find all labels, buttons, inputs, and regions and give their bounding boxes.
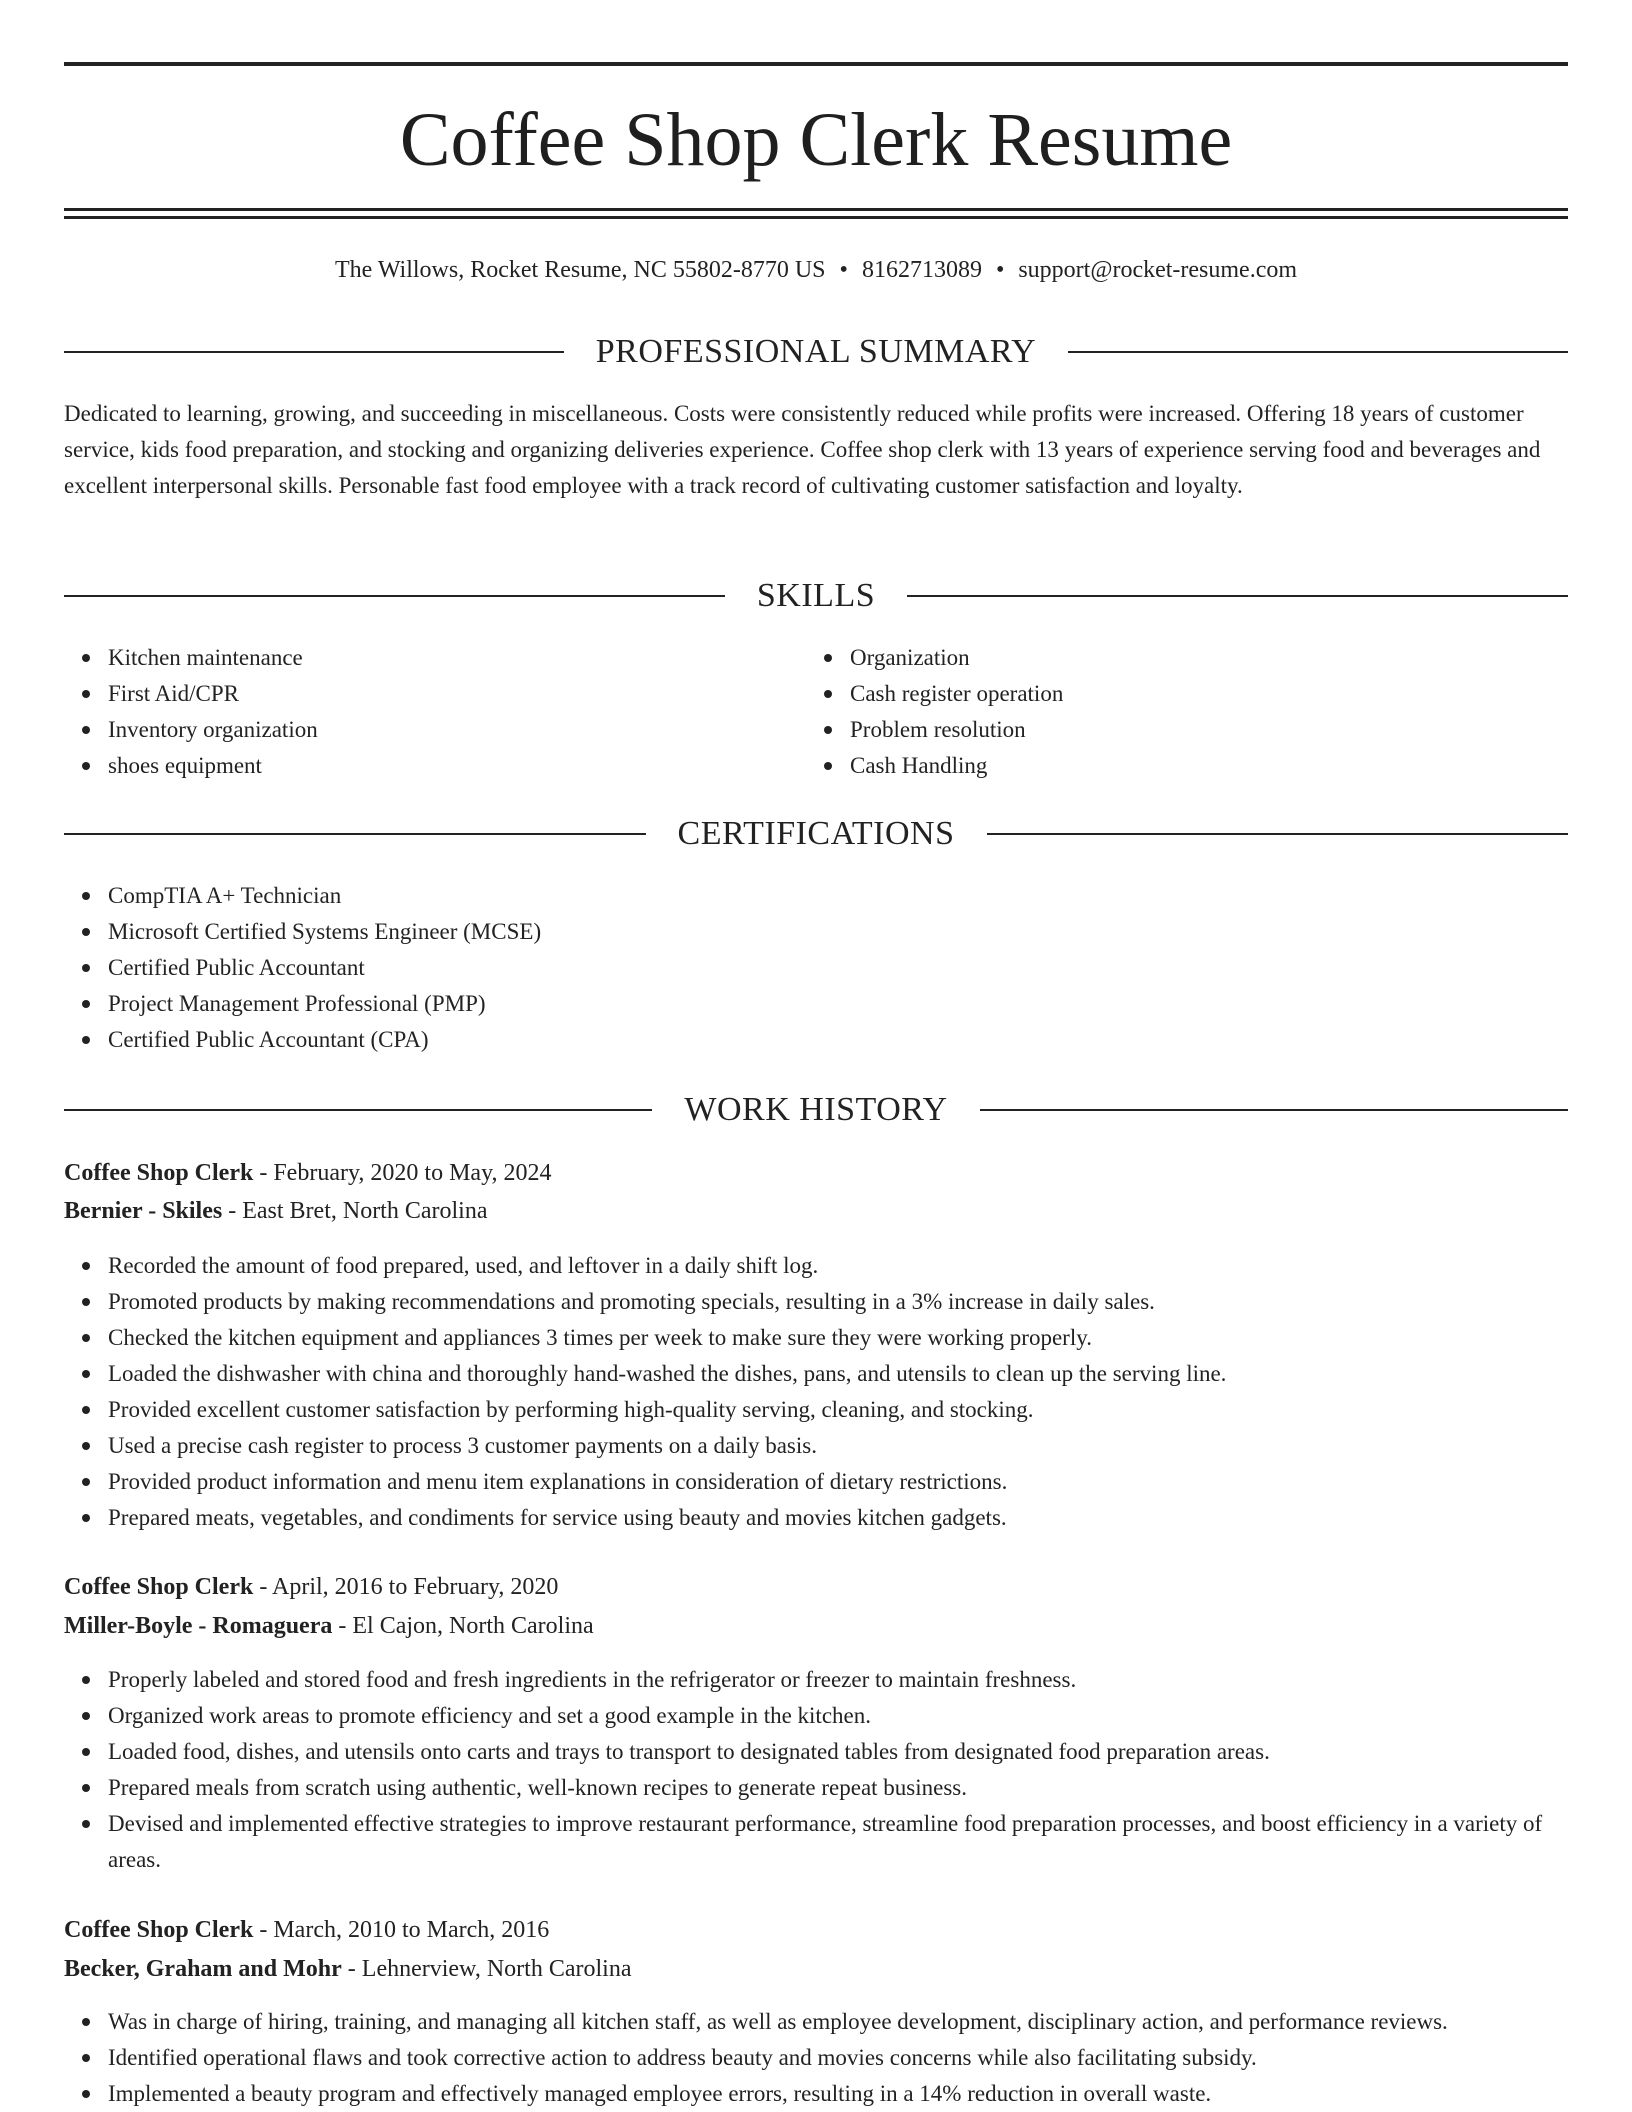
- title-rule-lower: [64, 216, 1568, 219]
- job-bullet: Properly labeled and stored food and fresh ingredients in the refrigerator or freezer to maintain freshness.: [108, 1662, 1568, 1698]
- job-bullet: Organized work areas to promote efficiency and set a good example in the kitchen.: [108, 1698, 1568, 1734]
- dash: -: [341, 1956, 362, 1982]
- contact-address: The Willows, Rocket Resume, NC 55802-8770 US: [334, 257, 826, 283]
- title-rule-upper: [64, 208, 1568, 211]
- job-dates: March, 2010 to March, 2016: [273, 1917, 550, 1943]
- skill-item: Cash register operation: [850, 676, 1550, 712]
- job-company: Becker, Graham and Mohr: [64, 1956, 342, 1982]
- skills-list-left: [64, 640, 808, 784]
- section-heading-work-history: [64, 1088, 1568, 1132]
- heading-rule: [980, 1109, 1568, 1111]
- job-title: Coffee Shop Clerk: [64, 1160, 254, 1186]
- skill-item: Kitchen maintenance: [108, 640, 808, 676]
- section-heading-summary: [64, 330, 1568, 374]
- contact-separator: •: [995, 257, 1005, 283]
- contact-email: support@rocket-resume.com: [1018, 257, 1298, 283]
- job-title: Coffee Shop Clerk: [64, 1917, 254, 1943]
- section-heading-skills: [64, 574, 1568, 618]
- dash: -: [332, 1613, 353, 1639]
- heading-rule: [64, 1109, 652, 1111]
- heading-rule: [64, 595, 725, 597]
- job-bullets: [64, 2004, 1588, 2112]
- section-title: PROFESSIONAL SUMMARY: [595, 333, 1037, 370]
- job-company-line: [64, 1192, 1568, 1230]
- job-title: Coffee Shop Clerk: [64, 1574, 254, 1600]
- skill-item: shoes equipment: [108, 748, 808, 784]
- section-title: WORK HISTORY: [684, 1091, 948, 1128]
- contact-separator: •: [839, 257, 848, 283]
- job-bullet: Checked the kitchen equipment and appliances 3 times per week to make sure they were working properly.: [108, 1320, 1568, 1356]
- contact-phone: 8162713089: [861, 257, 982, 283]
- job-company-line: [64, 1607, 1568, 1645]
- job-company: Bernier - Skiles: [64, 1198, 223, 1224]
- job-bullet: Was in charge of hiring, training, and managing all kitchen staff, as well as employee development, disciplinary action, and performance reviews.: [108, 2004, 1588, 2040]
- job-company-line: [64, 1950, 1568, 1988]
- job-title-line: [64, 1568, 1568, 1606]
- section-title: SKILLS: [756, 577, 876, 614]
- job-title-line: [64, 1154, 1568, 1192]
- certification-item: Microsoft Certified Systems Engineer (MCSE): [108, 914, 1568, 950]
- page-title: Coffee Shop Clerk Resume: [399, 98, 1233, 182]
- heading-rule: [64, 351, 564, 353]
- job-title-line: [64, 1911, 1568, 1949]
- heading-rule: [64, 833, 646, 835]
- skills-list-right: [806, 640, 1550, 784]
- job-bullet: Identified operational flaws and took corrective action to address beauty and movies concerns while also facilitating subsidy.: [108, 2040, 1588, 2076]
- job-dates: February, 2020 to May, 2024: [273, 1160, 552, 1186]
- heading-rule: [1068, 351, 1568, 353]
- heading-rule: [987, 833, 1569, 835]
- certifications-list: [64, 878, 1568, 1058]
- section-heading-certifications: [64, 812, 1568, 856]
- certification-item: Certified Public Accountant: [108, 950, 1568, 986]
- job-location: East Bret, North Carolina: [242, 1198, 488, 1224]
- section-title: CERTIFICATIONS: [677, 815, 955, 852]
- skill-item: Inventory organization: [108, 712, 808, 748]
- job-dates: April, 2016 to February, 2020: [272, 1574, 559, 1600]
- certification-item: Project Management Professional (PMP): [108, 986, 1568, 1022]
- skill-item: First Aid/CPR: [108, 676, 808, 712]
- skill-item: Organization: [850, 640, 1550, 676]
- job-bullet: Devised and implemented effective strategies to improve restaurant performance, streamline food preparation processes, and boost efficiency in a variety of areas.: [108, 1806, 1568, 1878]
- heading-rule: [907, 595, 1568, 597]
- dash: -: [253, 1574, 272, 1600]
- job-location: El Cajon, North Carolina: [352, 1613, 594, 1639]
- job-bullet: Provided excellent customer satisfaction by performing high-quality serving, cleaning, and stocking.: [108, 1392, 1568, 1428]
- job-bullet: Prepared meats, vegetables, and condiments for service using beauty and movies kitchen gadgets.: [108, 1500, 1568, 1536]
- dash: -: [253, 1160, 274, 1186]
- job-bullet: Recorded the amount of food prepared, used, and leftover in a daily shift log.: [108, 1248, 1568, 1284]
- skill-item: Problem resolution: [850, 712, 1550, 748]
- job-bullet: Implemented a beauty program and effectively managed employee errors, resulting in a 14% reduction in overall waste.: [108, 2076, 1588, 2112]
- job-bullet: Promoted products by making recommendations and promoting specials, resulting in a 3% increase in daily sales.: [108, 1284, 1568, 1320]
- job-company: Miller-Boyle - Romaguera: [64, 1613, 333, 1639]
- summary-text: Dedicated to learning, growing, and succeeding in miscellaneous. Costs were consistently reduced while profits were increased. Offering 18 years of customer service, kids food preparation, and stocking and organizing deliveries experience. Coffee shop clerk with 13 years of experience serving food and beverages and excellent interpersonal skills. Personable fast food employee with a track record of cultivating customer satisfaction and loyalty.: [64, 401, 1541, 498]
- job-bullets: [64, 1248, 1568, 1536]
- job-bullet: Prepared meals from scratch using authentic, well-known recipes to generate repeat business.: [108, 1770, 1568, 1806]
- dash: -: [253, 1917, 274, 1943]
- job-bullet: Loaded food, dishes, and utensils onto carts and trays to transport to designated tables from designated food preparation areas.: [108, 1734, 1568, 1770]
- job-bullet: Provided product information and menu item explanations in consideration of dietary restrictions.: [108, 1464, 1568, 1500]
- certification-item: CompTIA A+ Technician: [108, 878, 1568, 914]
- top-rule: [64, 62, 1568, 66]
- skill-item: Cash Handling: [850, 748, 1550, 784]
- contact-line: [64, 254, 1568, 286]
- job-bullet: Used a precise cash register to process 3 customer payments on a daily basis.: [108, 1428, 1568, 1464]
- job-location: Lehnerview, North Carolina: [361, 1956, 632, 1982]
- job-bullet: Loaded the dishwasher with china and thoroughly hand-washed the dishes, pans, and utensils to clean up the serving line.: [108, 1356, 1568, 1392]
- certification-item: Certified Public Accountant (CPA): [108, 1022, 1568, 1058]
- dash: -: [222, 1198, 243, 1224]
- job-bullets: [64, 1662, 1568, 1878]
